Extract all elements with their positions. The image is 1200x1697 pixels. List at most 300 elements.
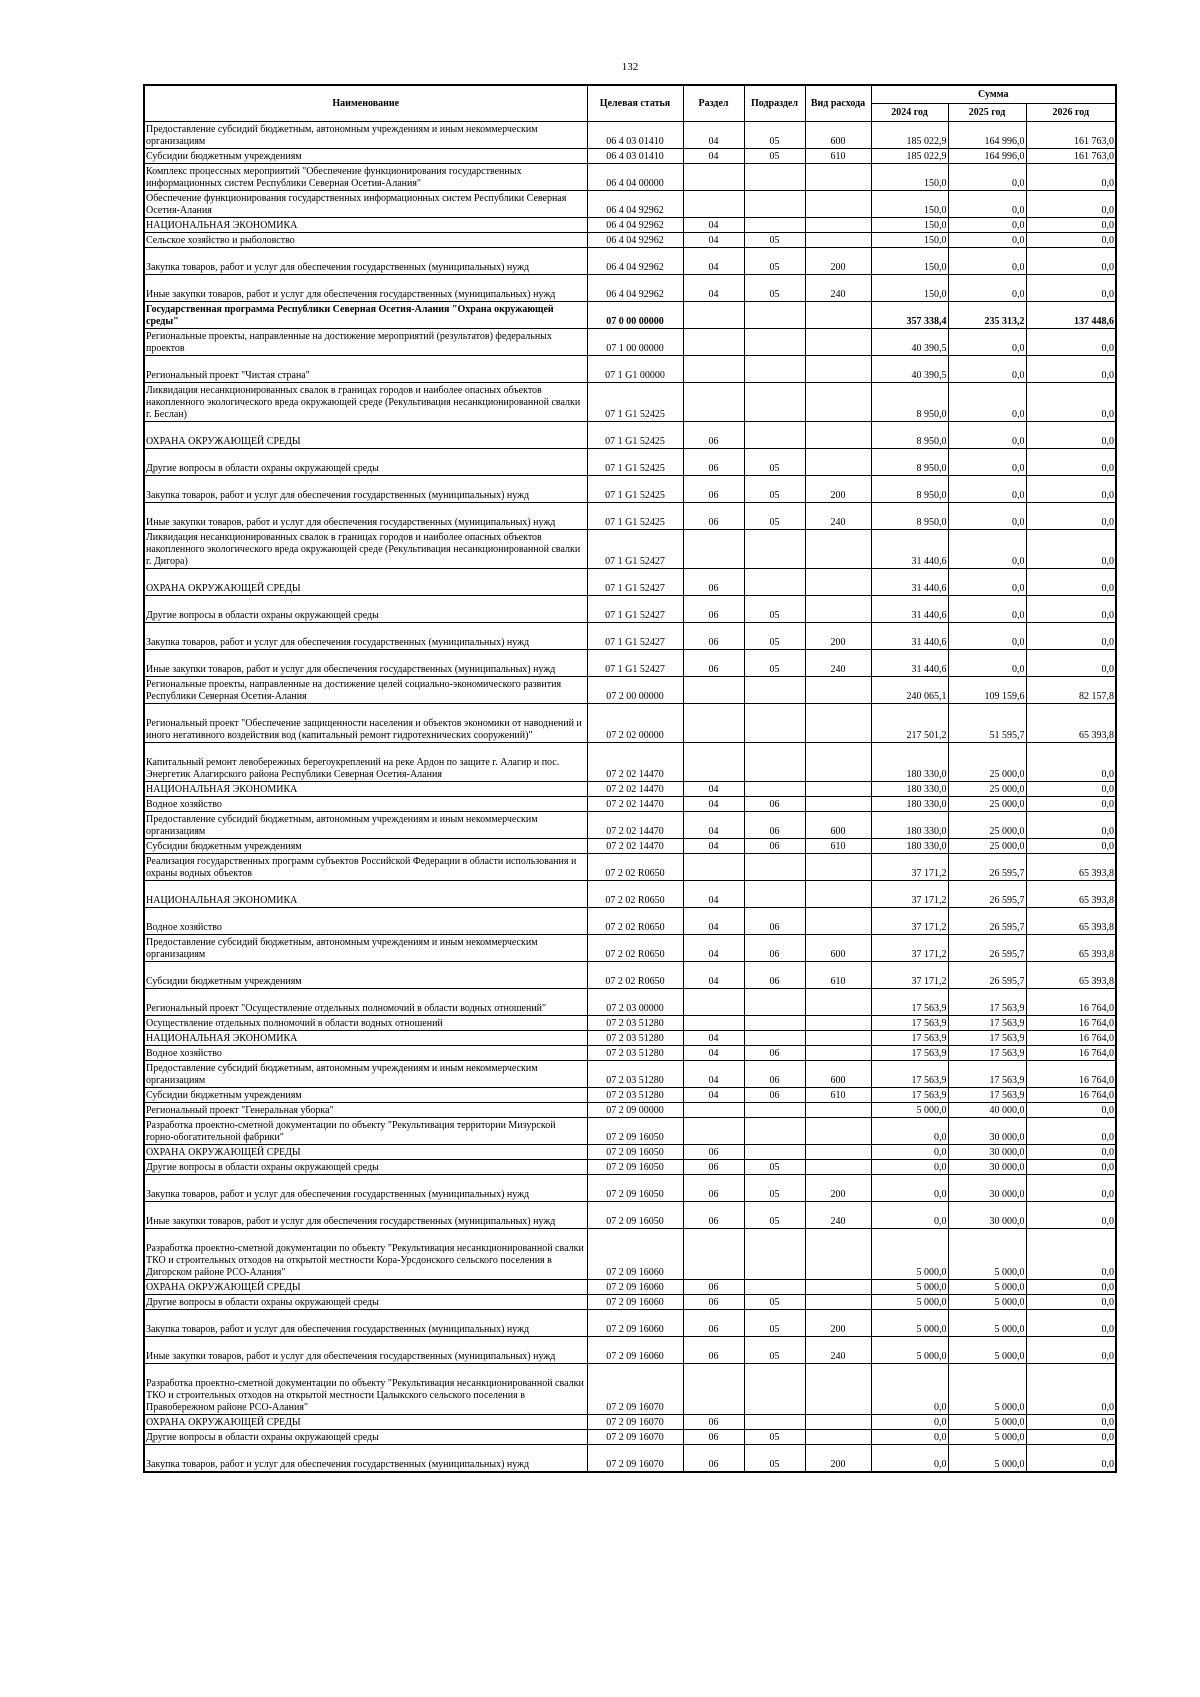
cell-2024: 180 330,0 xyxy=(871,782,948,797)
table-row xyxy=(144,797,1116,812)
cell-target: 07 1 G1 00000 xyxy=(587,356,683,383)
cell-target: 07 2 03 51280 xyxy=(587,1061,683,1088)
cell-target: 07 2 09 16070 xyxy=(587,1364,683,1415)
cell-name: Предоставление субсидий бюджетным, автономным учреждениям и иным некоммерческим организациям xyxy=(144,1061,587,1088)
cell-2026: 65 393,8 xyxy=(1026,854,1116,881)
table-row xyxy=(144,1175,1116,1202)
table-row xyxy=(144,743,1116,782)
cell-2025: 30 000,0 xyxy=(948,1160,1026,1175)
cell-section xyxy=(683,1103,744,1118)
cell-2025: 51 595,7 xyxy=(948,704,1026,743)
cell-2025: 0,0 xyxy=(948,191,1026,218)
cell-section: 06 xyxy=(683,1310,744,1337)
cell-target: 07 2 09 00000 xyxy=(587,1103,683,1118)
cell-expense-type: 200 xyxy=(805,1175,871,1202)
cell-section: 06 xyxy=(683,1160,744,1175)
cell-2026: 0,0 xyxy=(1026,1310,1116,1337)
cell-2024: 40 390,5 xyxy=(871,329,948,356)
cell-subsection xyxy=(744,881,805,908)
cell-2026: 0,0 xyxy=(1026,329,1116,356)
cell-subsection xyxy=(744,164,805,191)
cell-target: 07 2 02 14470 xyxy=(587,782,683,797)
cell-2026: 0,0 xyxy=(1026,191,1116,218)
cell-name: Субсидии бюджетным учреждениям xyxy=(144,1088,587,1103)
cell-subsection xyxy=(744,530,805,569)
cell-expense-type xyxy=(805,329,871,356)
cell-section: 06 xyxy=(683,1295,744,1310)
cell-name: ОХРАНА ОКРУЖАЮЩЕЙ СРЕДЫ xyxy=(144,1145,587,1160)
cell-2026: 16 764,0 xyxy=(1026,1016,1116,1031)
cell-name: Комплекс процессных мероприятий "Обеспечение функционирования государственных информационных систем Республики Северная Осетия-Алания" xyxy=(144,164,587,191)
cell-expense-type: 240 xyxy=(805,1202,871,1229)
cell-2024: 185 022,9 xyxy=(871,122,948,149)
cell-2025: 17 563,9 xyxy=(948,1016,1026,1031)
cell-section xyxy=(683,854,744,881)
cell-target: 07 2 09 16060 xyxy=(587,1280,683,1295)
cell-expense-type xyxy=(805,449,871,476)
table-row xyxy=(144,383,1116,422)
table-row xyxy=(144,1118,1116,1145)
cell-expense-type: 610 xyxy=(805,149,871,164)
cell-2024: 0,0 xyxy=(871,1202,948,1229)
cell-subsection xyxy=(744,1145,805,1160)
cell-2026: 137 448,6 xyxy=(1026,302,1116,329)
cell-2025: 0,0 xyxy=(948,329,1026,356)
cell-2025: 26 595,7 xyxy=(948,881,1026,908)
cell-2024: 31 440,6 xyxy=(871,596,948,623)
table-row xyxy=(144,650,1116,677)
cell-target: 07 2 09 16050 xyxy=(587,1118,683,1145)
cell-2024: 180 330,0 xyxy=(871,743,948,782)
table-row xyxy=(144,1310,1116,1337)
cell-2024: 5 000,0 xyxy=(871,1280,948,1295)
cell-2025: 0,0 xyxy=(948,503,1026,530)
cell-2024: 150,0 xyxy=(871,164,948,191)
cell-2025: 25 000,0 xyxy=(948,743,1026,782)
cell-section xyxy=(683,329,744,356)
cell-2025: 30 000,0 xyxy=(948,1118,1026,1145)
table-row xyxy=(144,1229,1116,1280)
cell-2026: 0,0 xyxy=(1026,650,1116,677)
cell-name: ОХРАНА ОКРУЖАЮЩЕЙ СРЕДЫ xyxy=(144,569,587,596)
cell-expense-type xyxy=(805,530,871,569)
cell-2024: 17 563,9 xyxy=(871,1031,948,1046)
cell-target: 07 2 09 16070 xyxy=(587,1415,683,1430)
cell-subsection: 05 xyxy=(744,275,805,302)
cell-subsection: 06 xyxy=(744,1046,805,1061)
cell-2025: 0,0 xyxy=(948,449,1026,476)
cell-target: 07 0 00 00000 xyxy=(587,302,683,329)
cell-2025: 5 000,0 xyxy=(948,1229,1026,1280)
cell-2024: 240 065,1 xyxy=(871,677,948,704)
table-row xyxy=(144,275,1116,302)
cell-section: 04 xyxy=(683,1088,744,1103)
cell-2026: 0,0 xyxy=(1026,422,1116,449)
cell-2026: 0,0 xyxy=(1026,530,1116,569)
cell-2026: 0,0 xyxy=(1026,797,1116,812)
cell-section: 04 xyxy=(683,149,744,164)
cell-2025: 17 563,9 xyxy=(948,1061,1026,1088)
header-target: Целевая статья xyxy=(587,85,683,122)
cell-expense-type xyxy=(805,1229,871,1280)
cell-2024: 37 171,2 xyxy=(871,908,948,935)
cell-section xyxy=(683,164,744,191)
table-row xyxy=(144,248,1116,275)
cell-subsection: 05 xyxy=(744,233,805,248)
cell-2026: 0,0 xyxy=(1026,839,1116,854)
cell-2026: 0,0 xyxy=(1026,1415,1116,1430)
cell-subsection: 05 xyxy=(744,476,805,503)
cell-subsection xyxy=(744,1415,805,1430)
table-row xyxy=(144,149,1116,164)
cell-expense-type xyxy=(805,704,871,743)
cell-target: 07 2 09 16050 xyxy=(587,1202,683,1229)
table-row xyxy=(144,854,1116,881)
cell-2024: 0,0 xyxy=(871,1118,948,1145)
cell-expense-type: 240 xyxy=(805,1337,871,1364)
cell-target: 07 2 03 00000 xyxy=(587,989,683,1016)
cell-section xyxy=(683,191,744,218)
table-row xyxy=(144,1364,1116,1415)
cell-name: Другие вопросы в области охраны окружающей среды xyxy=(144,1295,587,1310)
cell-subsection: 05 xyxy=(744,122,805,149)
cell-2025: 25 000,0 xyxy=(948,797,1026,812)
cell-expense-type xyxy=(805,1031,871,1046)
table-row xyxy=(144,569,1116,596)
table-row xyxy=(144,812,1116,839)
cell-2026: 0,0 xyxy=(1026,503,1116,530)
cell-2025: 17 563,9 xyxy=(948,1046,1026,1061)
cell-2024: 37 171,2 xyxy=(871,881,948,908)
cell-2024: 5 000,0 xyxy=(871,1295,948,1310)
table-row xyxy=(144,1016,1116,1031)
cell-target: 07 2 09 16070 xyxy=(587,1430,683,1445)
cell-2026: 0,0 xyxy=(1026,1103,1116,1118)
cell-subsection xyxy=(744,1031,805,1046)
cell-expense-type: 200 xyxy=(805,476,871,503)
cell-target: 07 1 00 00000 xyxy=(587,329,683,356)
cell-expense-type xyxy=(805,1103,871,1118)
cell-expense-type xyxy=(805,1280,871,1295)
cell-section: 04 xyxy=(683,122,744,149)
table-row xyxy=(144,476,1116,503)
cell-name: Иные закупки товаров, работ и услуг для обеспечения государственных (муниципальных) нужд xyxy=(144,1202,587,1229)
cell-2025: 109 159,6 xyxy=(948,677,1026,704)
cell-2025: 5 000,0 xyxy=(948,1415,1026,1430)
cell-target: 07 2 09 16060 xyxy=(587,1337,683,1364)
cell-expense-type xyxy=(805,1364,871,1415)
cell-2026: 0,0 xyxy=(1026,1202,1116,1229)
cell-2026: 82 157,8 xyxy=(1026,677,1116,704)
cell-name: Другие вопросы в области охраны окружающей среды xyxy=(144,449,587,476)
cell-2024: 0,0 xyxy=(871,1160,948,1175)
cell-2024: 180 330,0 xyxy=(871,812,948,839)
cell-expense-type xyxy=(805,356,871,383)
table-row xyxy=(144,1061,1116,1088)
cell-2025: 5 000,0 xyxy=(948,1445,1026,1473)
cell-section: 06 xyxy=(683,1415,744,1430)
table-body xyxy=(144,122,1116,1473)
cell-section xyxy=(683,383,744,422)
cell-section: 06 xyxy=(683,650,744,677)
cell-2025: 5 000,0 xyxy=(948,1295,1026,1310)
cell-2026: 0,0 xyxy=(1026,569,1116,596)
cell-target: 06 4 03 01410 xyxy=(587,122,683,149)
cell-2026: 65 393,8 xyxy=(1026,962,1116,989)
cell-expense-type: 200 xyxy=(805,1310,871,1337)
cell-2024: 0,0 xyxy=(871,1364,948,1415)
cell-target: 07 2 02 R0650 xyxy=(587,881,683,908)
page-number: 132 xyxy=(621,61,639,73)
cell-2025: 235 313,2 xyxy=(948,302,1026,329)
cell-section xyxy=(683,356,744,383)
cell-name: Водное хозяйство xyxy=(144,1046,587,1061)
cell-section: 06 xyxy=(683,569,744,596)
cell-target: 07 2 00 00000 xyxy=(587,677,683,704)
cell-2025: 164 996,0 xyxy=(948,149,1026,164)
cell-subsection: 05 xyxy=(744,1337,805,1364)
cell-subsection xyxy=(744,383,805,422)
cell-name: Субсидии бюджетным учреждениям xyxy=(144,962,587,989)
table-row xyxy=(144,302,1116,329)
cell-name: Водное хозяйство xyxy=(144,797,587,812)
cell-2025: 0,0 xyxy=(948,530,1026,569)
cell-expense-type xyxy=(805,908,871,935)
cell-2024: 150,0 xyxy=(871,218,948,233)
cell-section: 04 xyxy=(683,908,744,935)
cell-expense-type xyxy=(805,1016,871,1031)
cell-target: 07 1 G1 52425 xyxy=(587,476,683,503)
cell-expense-type xyxy=(805,383,871,422)
table-row xyxy=(144,1202,1116,1229)
cell-2024: 37 171,2 xyxy=(871,935,948,962)
header-subsection: Подраздел xyxy=(744,85,805,122)
cell-target: 07 2 09 16070 xyxy=(587,1445,683,1473)
cell-2026: 0,0 xyxy=(1026,1337,1116,1364)
cell-target: 07 2 09 16060 xyxy=(587,1310,683,1337)
cell-expense-type: 610 xyxy=(805,1088,871,1103)
cell-expense-type xyxy=(805,743,871,782)
cell-expense-type xyxy=(805,596,871,623)
cell-section: 04 xyxy=(683,935,744,962)
cell-2025: 0,0 xyxy=(948,596,1026,623)
cell-name: Водное хозяйство xyxy=(144,908,587,935)
cell-target: 06 4 03 01410 xyxy=(587,149,683,164)
cell-subsection xyxy=(744,422,805,449)
cell-name: ОХРАНА ОКРУЖАЮЩЕЙ СРЕДЫ xyxy=(144,422,587,449)
cell-section: 04 xyxy=(683,218,744,233)
table-row xyxy=(144,881,1116,908)
cell-subsection xyxy=(744,989,805,1016)
cell-name: Другие вопросы в области охраны окружающей среды xyxy=(144,1430,587,1445)
cell-subsection: 06 xyxy=(744,935,805,962)
cell-2026: 0,0 xyxy=(1026,233,1116,248)
cell-2024: 17 563,9 xyxy=(871,1088,948,1103)
cell-2026: 16 764,0 xyxy=(1026,1061,1116,1088)
cell-subsection: 05 xyxy=(744,1175,805,1202)
cell-name: ОХРАНА ОКРУЖАЮЩЕЙ СРЕДЫ xyxy=(144,1280,587,1295)
cell-2026: 0,0 xyxy=(1026,1295,1116,1310)
cell-name: НАЦИОНАЛЬНАЯ ЭКОНОМИКА xyxy=(144,881,587,908)
cell-target: 06 4 04 92962 xyxy=(587,218,683,233)
cell-target: 07 1 G1 52427 xyxy=(587,596,683,623)
header-2024: 2024 год xyxy=(871,104,948,122)
cell-subsection xyxy=(744,1364,805,1415)
table-row xyxy=(144,449,1116,476)
cell-2024: 150,0 xyxy=(871,275,948,302)
table-row xyxy=(144,677,1116,704)
cell-2025: 25 000,0 xyxy=(948,782,1026,797)
cell-2024: 180 330,0 xyxy=(871,797,948,812)
cell-2024: 0,0 xyxy=(871,1415,948,1430)
cell-2025: 0,0 xyxy=(948,356,1026,383)
cell-2024: 17 563,9 xyxy=(871,1061,948,1088)
cell-target: 07 1 G1 52427 xyxy=(587,530,683,569)
header-expense-type: Вид расхода xyxy=(805,85,871,122)
cell-subsection xyxy=(744,302,805,329)
cell-2025: 40 000,0 xyxy=(948,1103,1026,1118)
cell-expense-type xyxy=(805,569,871,596)
cell-2026: 0,0 xyxy=(1026,1160,1116,1175)
cell-2025: 0,0 xyxy=(948,248,1026,275)
cell-2024: 37 171,2 xyxy=(871,854,948,881)
cell-section: 06 xyxy=(683,596,744,623)
table-row xyxy=(144,122,1116,149)
cell-2024: 8 950,0 xyxy=(871,422,948,449)
cell-expense-type xyxy=(805,302,871,329)
cell-subsection: 06 xyxy=(744,908,805,935)
cell-subsection: 05 xyxy=(744,1160,805,1175)
cell-section: 06 xyxy=(683,623,744,650)
cell-name: Субсидии бюджетным учреждениям xyxy=(144,149,587,164)
cell-2025: 0,0 xyxy=(948,164,1026,191)
cell-2025: 0,0 xyxy=(948,650,1026,677)
cell-section: 04 xyxy=(683,797,744,812)
cell-subsection xyxy=(744,782,805,797)
cell-2026: 0,0 xyxy=(1026,1118,1116,1145)
cell-section: 06 xyxy=(683,1145,744,1160)
table-row xyxy=(144,1445,1116,1473)
cell-subsection xyxy=(744,1280,805,1295)
cell-expense-type xyxy=(805,1415,871,1430)
cell-2026: 0,0 xyxy=(1026,356,1116,383)
cell-2024: 31 440,6 xyxy=(871,650,948,677)
cell-2026: 161 763,0 xyxy=(1026,122,1116,149)
cell-target: 07 2 02 R0650 xyxy=(587,962,683,989)
cell-2025: 25 000,0 xyxy=(948,812,1026,839)
cell-section: 06 xyxy=(683,1280,744,1295)
table-row xyxy=(144,1031,1116,1046)
cell-subsection: 05 xyxy=(744,623,805,650)
cell-2025: 30 000,0 xyxy=(948,1145,1026,1160)
cell-section: 04 xyxy=(683,275,744,302)
cell-subsection xyxy=(744,677,805,704)
cell-target: 07 2 09 16050 xyxy=(587,1160,683,1175)
cell-subsection: 05 xyxy=(744,1445,805,1473)
cell-target: 07 1 G1 52425 xyxy=(587,383,683,422)
cell-2024: 5 000,0 xyxy=(871,1310,948,1337)
cell-section xyxy=(683,989,744,1016)
cell-2024: 17 563,9 xyxy=(871,1046,948,1061)
cell-section: 06 xyxy=(683,449,744,476)
cell-2024: 8 950,0 xyxy=(871,476,948,503)
cell-name: НАЦИОНАЛЬНАЯ ЭКОНОМИКА xyxy=(144,218,587,233)
cell-2025: 0,0 xyxy=(948,383,1026,422)
cell-2025: 5 000,0 xyxy=(948,1310,1026,1337)
cell-expense-type xyxy=(805,854,871,881)
cell-2024: 150,0 xyxy=(871,191,948,218)
table-row xyxy=(144,935,1116,962)
cell-2024: 8 950,0 xyxy=(871,449,948,476)
cell-expense-type xyxy=(805,191,871,218)
cell-name: Закупка товаров, работ и услуг для обеспечения государственных (муниципальных) нужд xyxy=(144,623,587,650)
cell-section: 06 xyxy=(683,503,744,530)
cell-target: 07 2 02 R0650 xyxy=(587,908,683,935)
cell-2024: 357 338,4 xyxy=(871,302,948,329)
table-row xyxy=(144,989,1116,1016)
cell-section: 04 xyxy=(683,1031,744,1046)
cell-2025: 26 595,7 xyxy=(948,962,1026,989)
cell-target: 06 4 04 92962 xyxy=(587,248,683,275)
cell-subsection xyxy=(744,1229,805,1280)
cell-subsection: 06 xyxy=(744,1061,805,1088)
cell-section: 06 xyxy=(683,476,744,503)
cell-subsection: 05 xyxy=(744,650,805,677)
cell-2024: 185 022,9 xyxy=(871,149,948,164)
cell-subsection xyxy=(744,191,805,218)
table-row xyxy=(144,1145,1116,1160)
cell-2025: 17 563,9 xyxy=(948,1031,1026,1046)
table-row xyxy=(144,422,1116,449)
cell-target: 06 4 04 92962 xyxy=(587,233,683,248)
cell-subsection: 06 xyxy=(744,962,805,989)
table-row xyxy=(144,1280,1116,1295)
cell-target: 07 1 G1 52427 xyxy=(587,569,683,596)
cell-target: 07 2 09 16060 xyxy=(587,1295,683,1310)
cell-expense-type xyxy=(805,881,871,908)
cell-expense-type xyxy=(805,1430,871,1445)
cell-2025: 5 000,0 xyxy=(948,1280,1026,1295)
cell-2025: 0,0 xyxy=(948,422,1026,449)
cell-section xyxy=(683,704,744,743)
header-sum: Сумма xyxy=(871,85,1116,104)
cell-expense-type xyxy=(805,677,871,704)
cell-2025: 0,0 xyxy=(948,218,1026,233)
cell-2026: 0,0 xyxy=(1026,1445,1116,1473)
cell-subsection xyxy=(744,1103,805,1118)
cell-name: Иные закупки товаров, работ и услуг для обеспечения государственных (муниципальных) нужд xyxy=(144,275,587,302)
cell-subsection xyxy=(744,1016,805,1031)
cell-target: 07 2 02 14470 xyxy=(587,743,683,782)
cell-2024: 150,0 xyxy=(871,248,948,275)
cell-2025: 0,0 xyxy=(948,569,1026,596)
cell-target: 07 2 09 16050 xyxy=(587,1145,683,1160)
cell-section: 04 xyxy=(683,839,744,854)
cell-section xyxy=(683,302,744,329)
cell-2025: 5 000,0 xyxy=(948,1337,1026,1364)
cell-2026: 0,0 xyxy=(1026,476,1116,503)
cell-2026: 0,0 xyxy=(1026,449,1116,476)
cell-subsection: 05 xyxy=(744,449,805,476)
cell-2026: 161 763,0 xyxy=(1026,149,1116,164)
header-name: Наименование xyxy=(144,85,587,122)
cell-subsection: 06 xyxy=(744,797,805,812)
cell-expense-type xyxy=(805,1295,871,1310)
cell-target: 07 2 02 00000 xyxy=(587,704,683,743)
cell-2026: 0,0 xyxy=(1026,1430,1116,1445)
cell-section: 06 xyxy=(683,422,744,449)
cell-name: Иные закупки товаров, работ и услуг для обеспечения государственных (муниципальных) нужд xyxy=(144,650,587,677)
